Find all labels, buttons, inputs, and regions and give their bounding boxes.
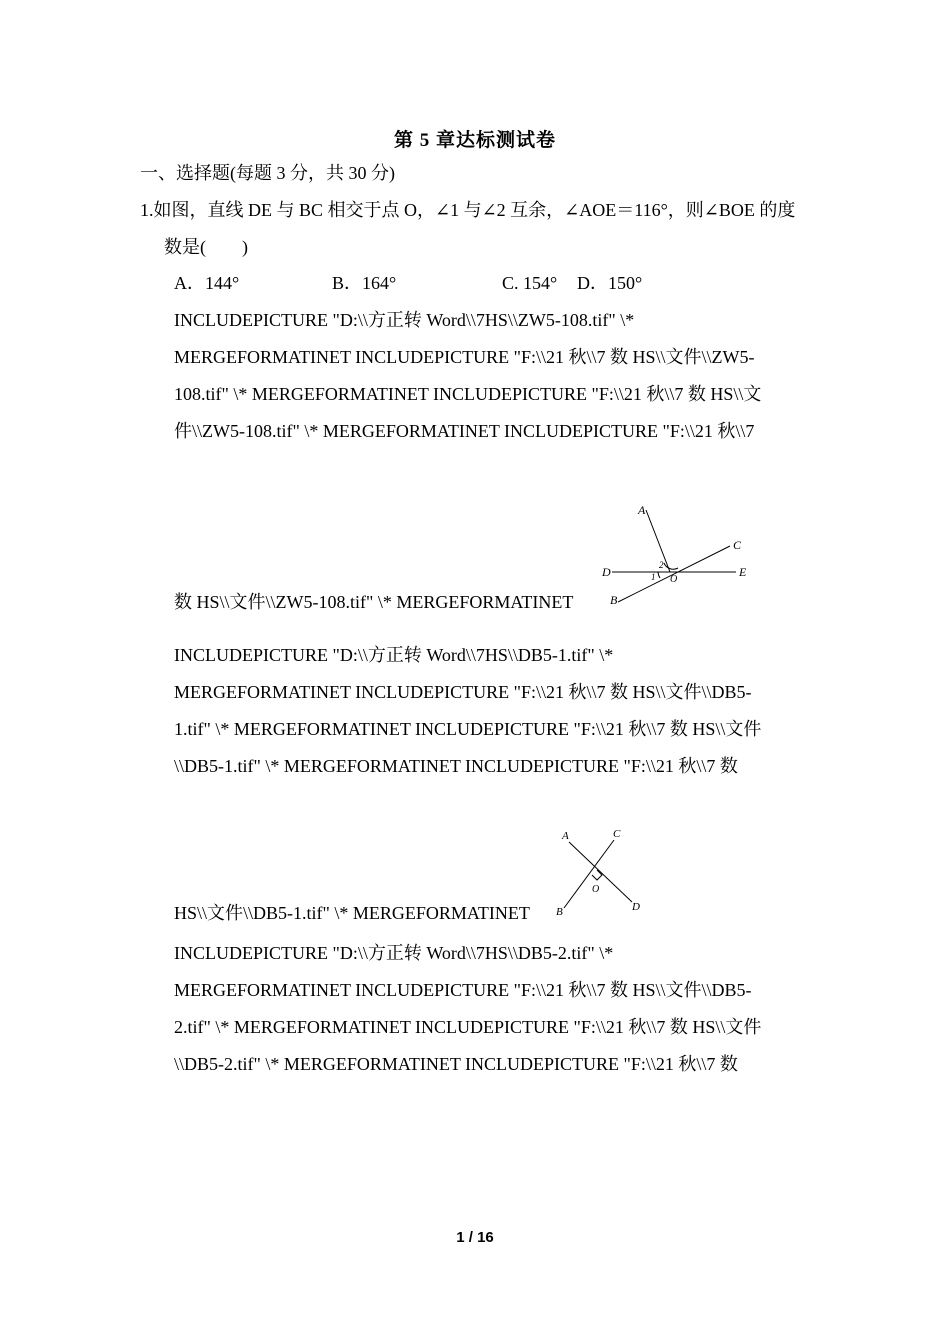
- label-angle-2: 2: [659, 560, 664, 570]
- label-d: D: [602, 565, 611, 579]
- field-code-line: \\DB5-1.tif" \* MERGEFORMATINET INCLUDEPICTURE "F:\\21 秋\\7 数: [174, 756, 738, 776]
- label-d: D: [632, 901, 640, 913]
- angle-2-arc: [664, 563, 678, 569]
- field-code-line: 2.tif" \* MERGEFORMATINET INCLUDEPICTURE "F:\\21 秋\\7 数 HS\\文件: [174, 1017, 762, 1037]
- field-code-line: INCLUDEPICTURE "D:\\方正转 Word\\7HS\\DB5-1.tif" \*: [174, 645, 614, 665]
- field-code-line: \\DB5-2.tif" \* MERGEFORMATINET INCLUDEPICTURE "F:\\21 秋\\7 数: [174, 1054, 738, 1074]
- field-code-line: 数 HS\\文件\\ZW5-108.tif" \* MERGEFORMATINET: [174, 592, 574, 612]
- label-e: E: [739, 565, 747, 579]
- field-code-line: MERGEFORMATINET INCLUDEPICTURE "F:\\21 秋\\7 数 HS\\文件\\DB5-: [174, 682, 752, 702]
- line-ad: [569, 842, 632, 902]
- field-code-line: 108.tif" \* MERGEFORMATINET INCLUDEPICTURE "F:\\21 秋\\7 数 HS\\文: [174, 384, 762, 404]
- label-a: A: [638, 503, 646, 517]
- label-b: B: [610, 593, 618, 607]
- page-title: 第 5 章达标测试卷: [393, 130, 556, 151]
- label-angle-1: 1: [651, 572, 656, 582]
- label-c: C: [613, 828, 621, 840]
- option-a: A．144°: [174, 273, 240, 293]
- option-c: C. 154°: [502, 273, 558, 293]
- label-c: C: [733, 538, 742, 552]
- label-o: O: [592, 884, 600, 895]
- field-code-line: HS\\文件\\DB5-1.tif" \* MERGEFORMATINET: [174, 903, 530, 923]
- label-o: O: [670, 574, 678, 585]
- option-b: B．164°: [332, 273, 397, 293]
- angle-1-arc: [658, 572, 660, 578]
- ray-oa: [646, 510, 670, 572]
- field-code-line: MERGEFORMATINET INCLUDEPICTURE "F:\\21 秋\\7 数 HS\\文件\\ZW5-: [174, 347, 755, 367]
- question-1-stem-line2: 数是( ): [164, 237, 248, 257]
- question-1-stem-line1: 1.如图，直线 DE 与 BC 相交于点 O，∠1 与∠2 互余，∠AOE＝116°，则∠BOE 的度: [140, 200, 796, 220]
- line-bc: [564, 840, 614, 908]
- option-d: D．150°: [577, 273, 643, 293]
- page-number: 1 / 16: [456, 1229, 494, 1246]
- figure-2-diagram: [552, 822, 652, 918]
- field-code-line: INCLUDEPICTURE "D:\\方正转 Word\\7HS\\DB5-2.tif" \*: [174, 943, 614, 963]
- field-code-line: 1.tif" \* MERGEFORMATINET INCLUDEPICTURE "F:\\21 秋\\7 数 HS\\文件: [174, 719, 762, 739]
- label-b: B: [556, 906, 563, 918]
- field-code-line: MERGEFORMATINET INCLUDEPICTURE "F:\\21 秋\\7 数 HS\\文件\\DB5-: [174, 980, 752, 1000]
- field-code-line: INCLUDEPICTURE "D:\\方正转 Word\\7HS\\ZW5-108.tif" \*: [174, 310, 635, 330]
- figure-1-diagram: [596, 500, 756, 610]
- field-code-line: 件\\ZW5-108.tif" \* MERGEFORMATINET INCLUDEPICTURE "F:\\21 秋\\7: [174, 421, 755, 441]
- section-heading: 一、选择题(每题 3 分，共 30 分): [140, 163, 395, 183]
- label-a: A: [562, 830, 569, 842]
